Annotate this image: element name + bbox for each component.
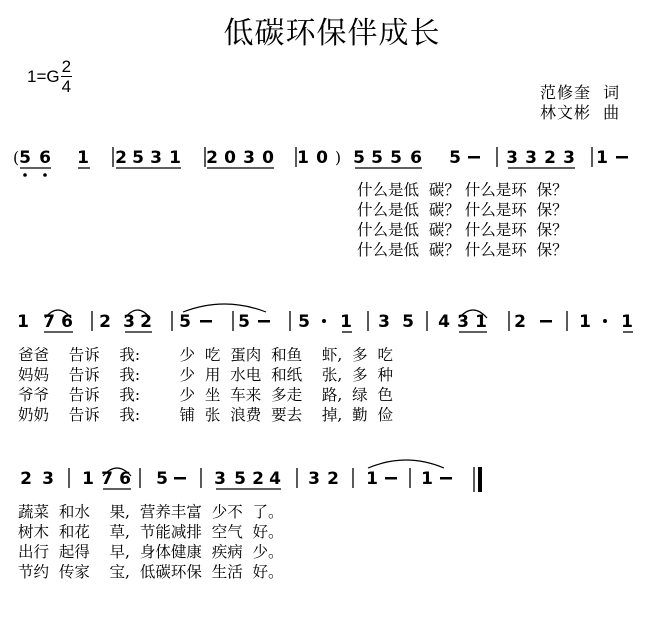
low-octave-dot [23, 173, 27, 177]
note-number: 2 [544, 148, 556, 168]
lyric-line: 奶奶 告诉 我: 铺 张 浪费 要去 掉, 勤 俭 [18, 406, 393, 424]
slur [183, 304, 266, 312]
note-number: 3 [457, 312, 469, 332]
lyric-line: 节约 传家 宝, 低碳环保 生活 好。 [18, 563, 284, 581]
note-number: 2 [99, 312, 111, 332]
note-number: 1 [82, 469, 94, 489]
note-number: 5 [402, 312, 414, 332]
note-number: 3 [150, 148, 162, 168]
lyricist-credit: 范修奎 词 [540, 83, 621, 102]
note-number: 1 [421, 469, 433, 489]
note-number: 5 [390, 148, 402, 168]
note-number: 5 [238, 312, 250, 332]
lyric-line: 出行 起得 早, 身体健康 疾病 少。 [18, 543, 284, 561]
note-number: 3 [563, 148, 575, 168]
lyric-line: 什么是低 碳？ 什么是环 保？ [357, 221, 568, 239]
dash-note [440, 477, 452, 480]
note-number: 1 [169, 148, 181, 168]
key-label: 1=G [27, 66, 60, 86]
note-number: 1 [17, 312, 29, 332]
dash-note [616, 156, 628, 159]
note-number: 6 [61, 312, 73, 332]
note-number: 1 [596, 148, 608, 168]
note-number: 0 [316, 148, 328, 168]
note-number: 1 [621, 312, 633, 332]
dot-mark [603, 319, 607, 323]
note-number: 3 [243, 148, 255, 168]
note-number: 7 [43, 312, 55, 332]
note-number: 3 [378, 312, 390, 332]
note-number: 3 [308, 469, 320, 489]
note-number: 5 [234, 469, 246, 489]
bracket: ( [12, 149, 20, 167]
note-number: 5 [353, 148, 365, 168]
lyric-line: 爸爸 告诉 我: 少 吃 蛋肉 和鱼 虾, 多 吃 [18, 346, 393, 364]
dash-note [540, 320, 552, 323]
note-number: 4 [269, 469, 281, 489]
dash-note [258, 320, 270, 323]
note-number: 5 [132, 148, 144, 168]
dash-note [385, 477, 397, 480]
lyric-line: 什么是低 碳？ 什么是环 保？ [357, 201, 568, 219]
lyric-line: 树木 和花 草, 节能减排 空气 好。 [18, 523, 284, 541]
time-signature-top: 2 [61, 57, 72, 76]
lyric-line: 爷爷 告诉 我: 少 坐 车来 多走 路, 绿 色 [18, 386, 393, 404]
note-number: 2 [20, 469, 32, 489]
note-number: 1 [579, 312, 591, 332]
dash-note [174, 477, 186, 480]
note-number: 2 [140, 312, 152, 332]
note-number: 7 [101, 469, 113, 489]
note-number: 5 [156, 469, 168, 489]
note-number: 3 [506, 148, 518, 168]
lyric-line: 什么是低 碳？ 什么是环 保？ [357, 181, 568, 199]
note-number: 3 [525, 148, 537, 168]
note-number: 3 [123, 312, 135, 332]
final-barline-thick [478, 467, 482, 492]
note-number: 6 [410, 148, 422, 168]
note-number: 2 [514, 312, 526, 332]
low-octave-dot [43, 173, 47, 177]
note-number: 1 [475, 312, 487, 332]
note-number: 1 [366, 469, 378, 489]
lyric-line: 妈妈 告诉 我: 少 用 水电 和纸 张, 多 种 [18, 366, 393, 384]
note-number: 6 [119, 469, 131, 489]
note-number: 5 [298, 312, 310, 332]
dot-mark [322, 319, 326, 323]
note-number: 0 [224, 148, 236, 168]
note-number: 1 [297, 148, 309, 168]
note-number: 5 [179, 312, 191, 332]
note-number: 5 [19, 148, 31, 168]
note-number: 1 [77, 148, 89, 168]
note-number: 4 [438, 312, 450, 332]
note-number: 2 [115, 148, 127, 168]
note-number: 2 [327, 469, 339, 489]
dash-note [200, 320, 212, 323]
lyric-line: 蔬菜 和水 果, 营养丰富 少不 了。 [18, 503, 284, 521]
note-number: 5 [449, 148, 461, 168]
note-number: 5 [371, 148, 383, 168]
slur [368, 460, 444, 468]
composer-credit: 林文彬 曲 [540, 103, 621, 122]
lyric-line: 什么是低 碳？ 什么是环 保？ [357, 241, 568, 259]
note-number: 0 [262, 148, 274, 168]
song-title: 低碳环保伴成长 [223, 16, 441, 51]
bracket: ) [334, 149, 342, 167]
note-number: 3 [42, 469, 54, 489]
time-signature-bottom: 4 [61, 77, 72, 96]
note-number: 6 [39, 148, 51, 168]
note-number: 2 [206, 148, 218, 168]
note-number: 2 [252, 469, 264, 489]
note-number: 3 [214, 469, 226, 489]
dash-note [468, 156, 480, 159]
note-number: 1 [340, 312, 352, 332]
